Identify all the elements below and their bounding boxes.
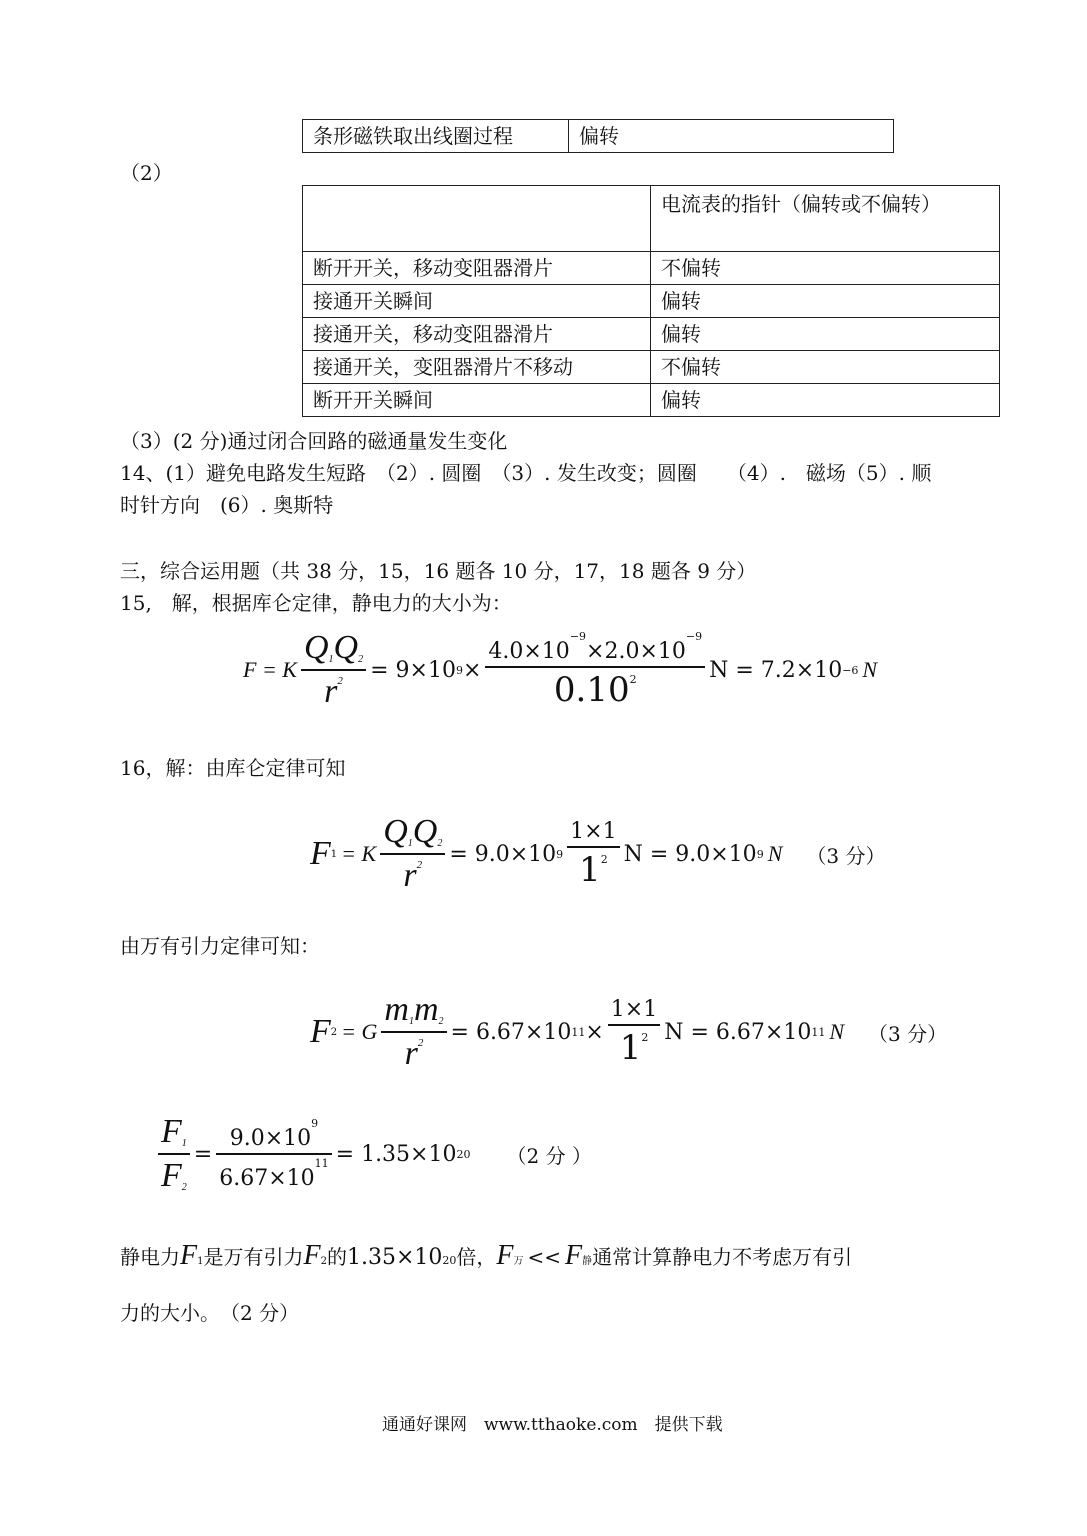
fraction-one: $\frac{1\times 1}{1^2}$ <box>608 997 660 1068</box>
score-label: （3 分） <box>868 1021 948 1046</box>
table-row <box>303 252 1000 285</box>
table-cell: 接通开关，变阻器滑片不移动 <box>303 351 651 384</box>
fraction-q-over-r: $\frac{Q_1Q_2}{r^2}$ <box>380 813 445 895</box>
table-header-cell: 电流表的指针（偏转或不偏转） <box>651 186 1000 252</box>
fraction-f1-over-f2: $\frac{F_1}{F_2}$ <box>158 1113 190 1195</box>
equation-coulomb-15: F = K $\frac{Q_1Q_2}{r^2}$ = 9×10 9 × $\frac{4.0\times 10^{-9}\times 2.0\times 10^{-9}}{0.10^2}$ N = 7.2×10 −6 N <box>243 629 878 710</box>
fraction-charges: $\frac{4.0\times 10^{-9}\times 2.0\times 10^{-9}}{0.10^2}$ <box>485 630 705 710</box>
equation-ratio: $\frac{F_1}{F_2}$ = $\frac{9.0\times 10^9}{6.67\times 10^{11}}$ = 1.35×10 20 （2 分 ） <box>158 1112 592 1196</box>
table-cell: 偏转 <box>651 318 1000 351</box>
conclusion-line-1: 静电力 F $_1$ 是万有引力 F $_2$ 的 1.35×10 20 倍， F 万 << F 静 通常计算静电力不考虑万有引 <box>120 1240 853 1271</box>
table-row <box>303 318 1000 351</box>
table-header-row <box>303 186 1000 252</box>
answer-part-3: （3）(2 分)通过闭合回路的磁通量发生变化 <box>120 429 508 453</box>
gravity-intro: 由万有引力定律可知： <box>120 934 320 958</box>
table-row <box>303 384 1000 417</box>
question-15: 15, 解，根据库仑定律，静电力的大小为： <box>120 591 512 615</box>
fraction-m-over-r: $\frac{m_1m_2}{r^2}$ <box>381 991 446 1073</box>
table-switch <box>302 185 1000 417</box>
table-header-cell <box>303 186 651 252</box>
page-footer: 通通好课网 www.tthaoke.com 提供下载 <box>382 1415 723 1435</box>
table-row <box>303 351 1000 384</box>
table-cell: 偏转 <box>651 384 1000 417</box>
conclusion-line-2: 力的大小。 （2 分） <box>120 1301 300 1325</box>
table-cell: 接通开关，移动变阻器滑片 <box>303 318 651 351</box>
table-cell: 不偏转 <box>651 252 1000 285</box>
question-16: 16，解：由库仑定律可知 <box>120 756 346 780</box>
score-label: （2 分 ） <box>506 1143 592 1168</box>
table-cell: 断开开关瞬间 <box>303 384 651 417</box>
table-cell: 不偏转 <box>651 351 1000 384</box>
fraction-one: $\frac{1\times 1}{1^2}$ <box>567 819 619 890</box>
equation-gravity: F 2 = G $\frac{m_1m_2}{r^2}$ = 6.67×10 11 × $\frac{1\times 1}{1^2}$ N = 6.67×10 11 N （3 分） <box>310 991 948 1072</box>
table-cell: 偏转 <box>651 285 1000 318</box>
table-row <box>303 120 894 153</box>
table-cell: 条形磁铁取出线圈过程 <box>303 120 569 153</box>
table-cell: 偏转 <box>569 120 894 153</box>
question-14-line-2: 时针方向 (6）. 奥斯特 <box>120 493 334 517</box>
fraction-q-over-r: $\frac{Q_1Q_2}{r^2}$ <box>301 629 366 711</box>
section-3-heading: 三，综合运用题（共 38 分，15，16 题各 10 分，17，18 题各 9 分） <box>120 559 757 583</box>
fraction-values: $\frac{9.0\times 10^9}{6.67\times 10^{11}}$ <box>216 1117 331 1191</box>
question-14-line-1: 14、(1）避免电路发生短路 （2）. 圆圈 （3）. 发生改变；圆圈 （4）. 磁场（5）. 顺 <box>120 461 932 485</box>
table-magnet <box>302 119 894 153</box>
table-row <box>303 285 1000 318</box>
table-cell: 断开开关，移动变阻器滑片 <box>303 252 651 285</box>
label-part-2: （2） <box>120 161 173 185</box>
score-label: （3 分） <box>806 843 886 868</box>
table-cell: 接通开关瞬间 <box>303 285 651 318</box>
equation-coulomb-16: F 1 = K $\frac{Q_1Q_2}{r^2}$ = 9.0×10 9 $\frac{1\times 1}{1^2}$ N = 9.0×10 9 N （3 分） <box>310 813 886 894</box>
